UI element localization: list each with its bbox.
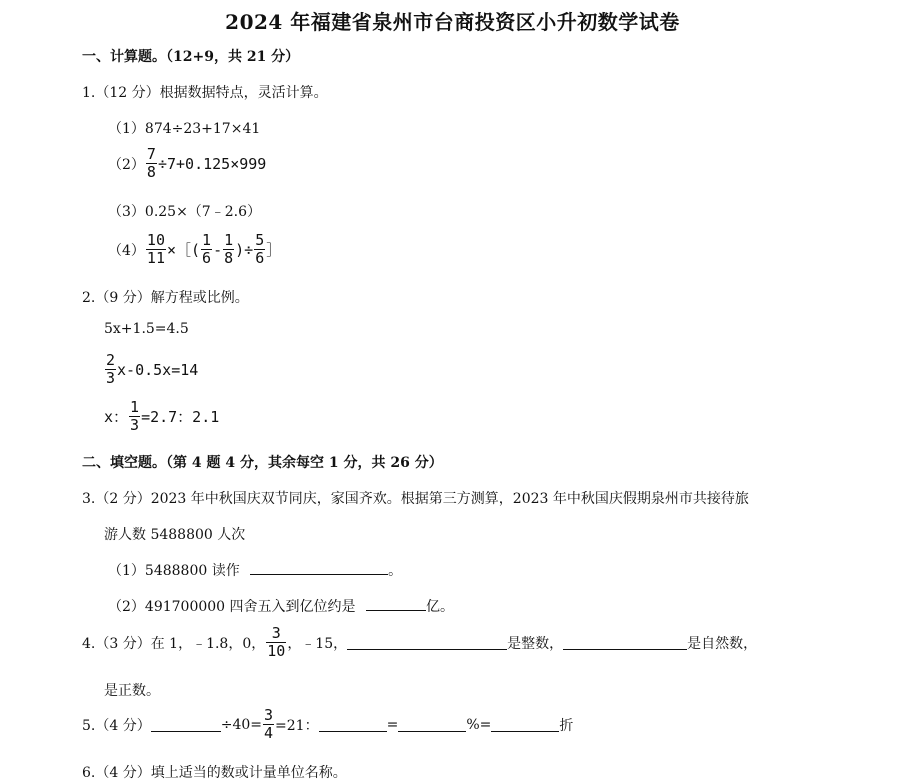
fraction-numerator: 7 [146,145,156,163]
question-text: 是整数， [507,635,564,652]
operator: )÷ [235,240,254,259]
fraction-numerator: 1 [202,231,212,249]
question-text: =21： [275,717,319,734]
fraction [223,232,234,267]
equation-3 [104,399,219,434]
fraction-denominator: 6 [202,249,212,267]
answer-blank[interactable] [398,717,466,732]
question-2-stem: 2.（9 分）解方程或比例。 [82,290,249,306]
equation-1: 5x+1.5=4.5 [104,321,189,337]
question-1-stem: 1.（12 分）根据数据特点，灵活计算。 [82,85,328,101]
fraction-denominator: 6 [255,249,265,267]
fraction [263,707,274,742]
expression-rest: =2.7：2.1 [141,408,220,426]
operator: ×［( [166,241,201,259]
fraction-numerator: 1 [224,231,234,249]
fraction [146,146,157,181]
fraction-numerator: 3 [266,625,286,643]
question-6-stem: 6.（4 分）填上适当的数或计量单位名称。 [82,765,347,781]
question-1-part-1: （1）874÷23+17×41 [108,121,261,137]
section-1-header: 一、计算题。（12+9，共 21 分） [82,49,300,65]
fraction [105,352,116,387]
part-text: 。 [388,563,403,579]
fraction-denominator: 3 [130,416,140,434]
question-3-part-2 [108,596,454,616]
question-text: %= [466,716,492,733]
question-3-part-1 [108,560,402,580]
question-text: 折 [559,717,574,734]
fraction-denominator: 8 [224,249,234,267]
question-5 [82,707,573,742]
operator: ］ [266,241,282,259]
question-4-line-1 [82,625,757,660]
page-title: 2024 年福建省泉州市台商投资区小升初数学试卷 [225,10,680,34]
operator: - [213,240,223,259]
equation-2 [104,352,198,387]
fraction-denominator: 10 [267,642,286,660]
question-text: ÷40= [220,716,262,733]
expression-rest: ÷7+0.125×999 [157,154,267,173]
expression-rest: x-0.5x=14 [117,360,199,379]
question-1-part-2 [108,146,266,181]
answer-blank[interactable] [250,560,388,575]
part-text: （1）5488800 读作 [108,563,240,579]
part-text: 亿。 [425,599,454,615]
question-4-line-2: 是正数。 [104,683,160,699]
fraction-denominator: 4 [264,724,274,742]
question-text: ，﹣15， [287,635,348,652]
question-text: 4.（3 分）在 1，﹣1.8，0， [82,635,266,652]
fraction [254,232,265,267]
fraction-denominator: 8 [146,163,156,181]
fraction [129,399,140,434]
fraction [146,232,166,267]
question-3-line-2: 游人数 5488800 人次 [104,527,246,543]
section-2-header: 二、填空题。（第 4 题 4 分，其余每空 1 分，共 26 分） [82,455,443,471]
fraction-numerator: 10 [146,231,165,249]
part-text: （2）491700000 四舍五入到亿位约是 [108,599,356,615]
answer-blank[interactable] [347,635,507,650]
fraction-numerator: 1 [130,398,140,416]
question-1-part-3: （3）0.25×（7﹣2.6） [108,204,261,220]
fraction-numerator: 2 [106,351,116,369]
question-3-line-1: 3.（2 分）2023 年中秋国庆双节同庆，家国齐欢。根据第三方测算，2023 年中秋国庆假期泉州市共接待旅 [82,491,749,507]
expression-prefix: x： [104,408,129,426]
answer-blank[interactable] [366,596,426,611]
fraction [201,232,212,267]
answer-blank[interactable] [563,635,687,650]
part-label: （2） [108,156,145,173]
fraction-numerator: 3 [264,706,274,724]
fraction [266,625,286,660]
answer-blank[interactable] [319,717,387,732]
question-1-part-4 [108,232,281,267]
part-label: （4） [108,242,145,259]
question-text: 5.（4 分） [82,717,151,734]
question-text: 是自然数， [687,635,758,652]
answer-blank[interactable] [491,717,559,732]
fraction-denominator: 11 [146,249,165,267]
fraction-numerator: 5 [255,231,265,249]
question-text: = [386,716,399,733]
answer-blank[interactable] [151,717,221,732]
fraction-denominator: 3 [106,369,116,387]
